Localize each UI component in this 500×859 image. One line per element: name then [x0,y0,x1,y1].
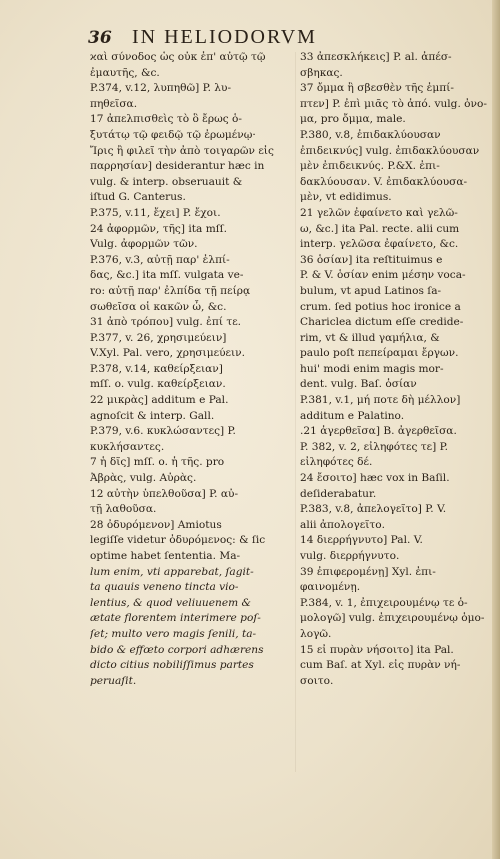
text-line: P.375, v.11, ἔχει] P. ἔχοι. [90,206,221,219]
text-line: V.Xyl. Pal. vero, χρησιμεύειν. [90,347,245,360]
text-line: P.378, v.14, καθείρξειαν] [90,362,223,375]
text-line: mſſ. o. vulg. καθείρξειαν. [90,378,226,391]
text-line: bulum, vt apud Latinos ſa- [300,284,442,297]
text-line: P. 382, v. 2, εἰληφότες τε] P. [300,440,448,453]
text-line: 37 ὄμμα ἢ σβεσθὲν τῆς ἐμπί- [300,82,454,95]
text-line: μολογῶ] vulg. ἐπιχειρουμένῳ ὁμο- [300,612,485,625]
text-line: σβηκας. [300,66,343,79]
text-line: ϰαὶ σύνοδος ὡς οὐκ ἐπ' αὐτῷ τῷ [90,51,266,63]
text-line: ἐμαυτῆς, &c. [90,66,160,79]
text-line: 24 ἀφορμῶν, τῆς] ita mſſ. [90,222,227,235]
text-line: P.384, v. 1, ἐπιχειρουμένῳ τε ὁ- [300,596,468,609]
text-line: 15 εἰ πυρὰν νήσοιτο] ita Pal. [300,643,454,656]
text-line: optime habet ſententia. Ma- [90,550,241,562]
text-line: .21 ἀγερθεῖσα] B. ἀγερθεῖσα. [300,425,457,438]
text-line: μὲν, vt edidimus. [300,191,392,204]
text-line: κυκλήσαντες. [90,440,165,453]
text-line: πτεν] P. ἐπὶ μιᾶς τὸ ἀπό. vulg. ὀνο- [300,97,487,110]
left-column [90,50,285,689]
text-line: agnoſcit & interp. Gall. [90,409,215,422]
text-line: interp. γελῶσα ἐφαίνετο, &c. [300,238,459,251]
column-divider [295,52,296,772]
running-title: IN HELIODORVM [132,26,317,48]
page-header [88,24,428,50]
text-line: δακλύουσαν. V. ἐπιδακλύουσα- [300,175,468,188]
text-line: P. & V. ὁσίαν enim μέσην voca- [300,269,466,282]
text-line: lum enim, vti apparebat, ſagit- [90,565,254,578]
text-line: 28 ὀδυρόμενον] Amiotus [90,518,222,531]
text-line: τῇ λαθοῦσα. [90,503,157,516]
text-line: P.383, v.8, ἀπελογεῖτο] P. V. [300,503,447,516]
text-line: σωθεῖσα οἱ κακῶν ὦ, &c. [90,300,227,313]
text-line: ro: αὐτῇ παρ' ἐλπίδα τῇ πείρᾳ [90,284,251,297]
text-line: legiſſe videtur ὀδυρόμενος: & ſic [90,534,266,547]
text-line: alii ἀπολογεῖτο. [300,518,386,531]
text-line: πηθεῖσα. [90,97,138,110]
text-line: additum e Palatino. [300,409,405,422]
text-line: dent. vulg. Baſ. ὁσίαν [300,378,417,391]
text-line: 7 ἡ δῖς] mſſ. o. ἡ τῆς. pro [90,456,225,469]
text-line: iſtud G. Canterus. [90,191,186,204]
text-line: σοιτο. [300,674,334,687]
text-line: φαινομένῃ. [300,581,361,594]
text-line: Ἴρις ἢ φιλεῖ τὴν ἀπὸ τοιγαρῶν εἰς [90,144,274,157]
text-line: lentius, & quod veliuuenem & [90,596,251,609]
text-line: paulo poſt πεπείραμαι ἔργων. [300,347,459,360]
text-line: ἐπιδεικνύς] vulg. ἐπιδακλύουσαν [300,144,480,157]
text-line: Chariclea dictum eſſe credide- [300,316,464,329]
text-line: ta quauis veneno tincta vio- [90,581,239,594]
text-line: peruaſit. [90,674,137,687]
text-line: dicto citius nobiliſſimus partes [90,659,254,672]
text-line: ω, &c.] ita Pal. recte. alii cum [300,222,460,235]
text-line: εἰληφότες δέ. [300,456,373,469]
text-line: 31 ἀπὸ τρόπου] vulg. ἐπί τε. [90,316,242,329]
text-line: 17 ἀπελπισθεὶς τὸ ὃ ἔρως ὁ- [90,113,242,126]
text-line: P.374, v.12, λυπηθῶ] P. λυ- [90,82,232,95]
text-line: hui' modi enim magis mor- [300,362,444,375]
text-line: P.376, v.3, αὐτῇ παρ' ἐλπί- [90,253,230,266]
text-line: μὲν ἐπιδεικνύς. P.&X. ἐπι- [300,160,440,173]
text-line: P.381, v.1, μή ποτε δὴ μέλλον] [300,394,461,407]
text-line: 39 ἐπιφερομένῃ] Xyl. ἐπι- [300,565,436,578]
text-line: bido & effœto corpori adhærens [90,643,264,656]
text-line: ætate florentem interimere poſ- [90,612,261,625]
text-line: 12 αὐτὴν ὑπελθοῦσα] P. αὐ- [90,487,239,500]
text-line: μα, pro ὄμμα, male. [300,113,406,126]
text-line: παρρησίαν] desiderantur hæc in [90,160,265,173]
text-line: Ἀβρὰς, vulg. Αὐρὰς. [90,472,197,485]
text-line: 24 ἔσοιτο] hæc vox in Baſil. [300,472,450,485]
text-line: P.380, v.8, ἐπιδακλύουσαν [300,128,441,141]
text-line: δας, &c.] ita mſſ. vulgata ve- [90,269,244,282]
text-line: 22 μικρὰς] additum e Pal. [90,394,229,407]
text-line: 36 ὁσίαν] ita reſtituimus e [300,253,443,266]
text-line: cum Baſ. at Xyl. εἰς πυρὰν νή- [300,659,461,672]
text-line: rim, vt & illud γαμήλια, & [300,331,440,344]
right-column [300,50,495,689]
page-number: 36 [88,28,112,48]
text-line: λογῶ. [300,627,332,640]
text-line: 14 διερρήγνυτο] Pal. V. [300,534,423,547]
text-line: crum. ſed potius hoc ironice a [300,300,461,313]
text-line: P.377, v. 26, χρησιμεύειν] [90,331,227,344]
text-line: 21 γελῶν ἐφαίνετο καὶ γελῶ- [300,206,458,219]
text-line: vulg. διερρήγνυτο. [300,550,400,562]
text-line: Vulg. ἀφορμῶν τῶν. [90,238,198,251]
text-line: vulg. & interp. obseruauit & [90,175,243,188]
text-line: deſiderabatur. [300,487,377,500]
text-line: ſet; multo vero magis ſenili, ta- [90,627,257,640]
text-line: P.379, v.6. κυκλώσαντες] P. [90,425,236,438]
text-line: 33 ἀπεσκλήκεις] P. al. ἀπέσ- [300,51,452,63]
text-line: ξυτάτῳ τῷ φειδῷ τῷ ἐρωμένῳ· [90,128,256,141]
